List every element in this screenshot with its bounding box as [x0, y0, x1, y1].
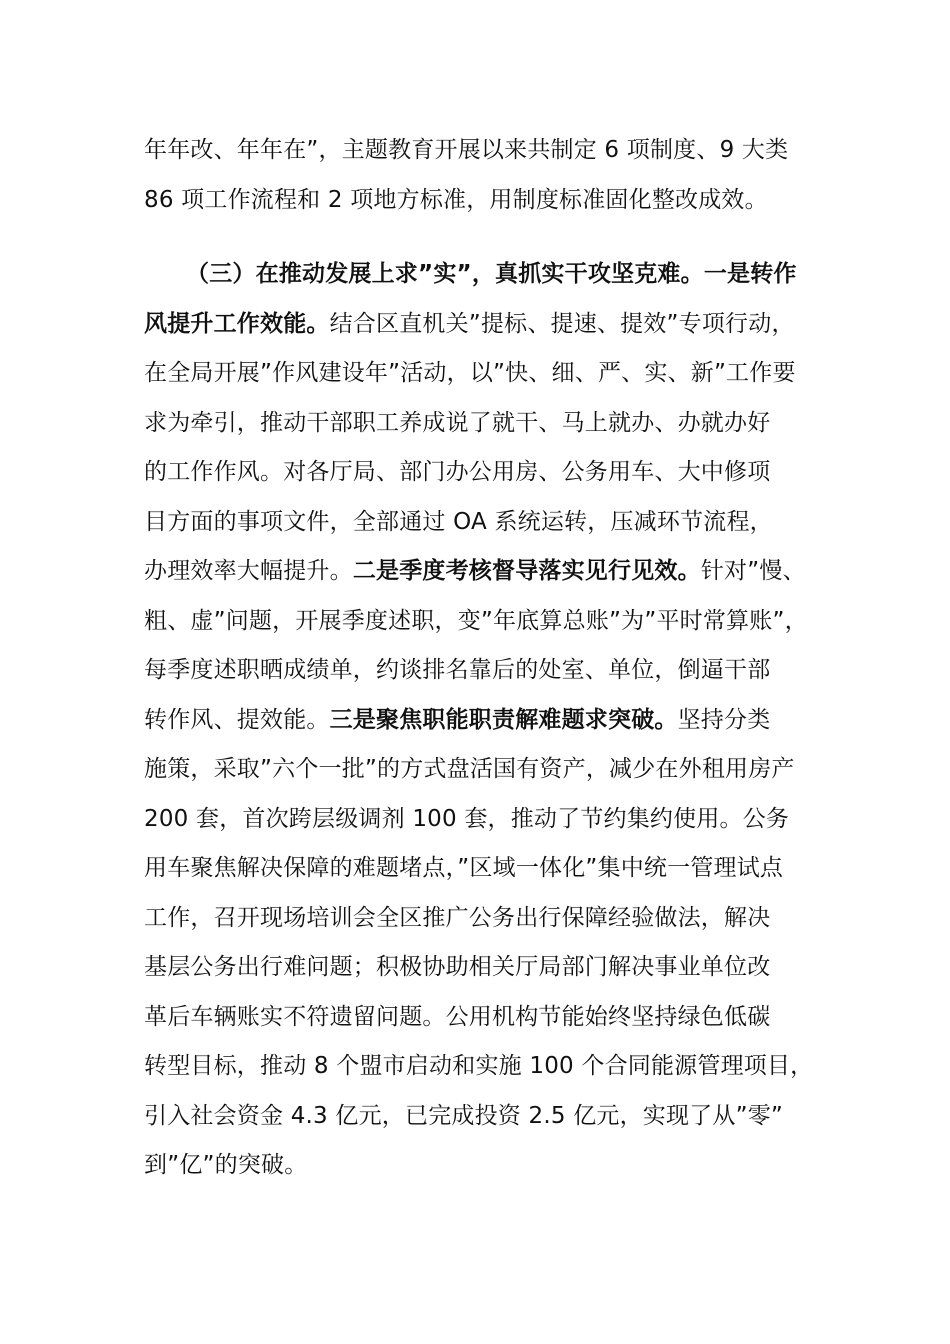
text-line	[144, 653, 770, 687]
text-line	[144, 554, 806, 588]
section-heading-line	[186, 257, 797, 291]
text-line	[144, 950, 770, 984]
text-span: 粗、虚”问题，开展季度述职，变”年底算总账”为”平时常算账”，	[144, 608, 808, 634]
text-line	[144, 901, 770, 935]
text-span: 革后车辆账实不符遗留问题。公用机构节能始终坚持绿色低碳	[144, 1004, 771, 1030]
text-line	[144, 1148, 307, 1182]
text-span: 施策，采取”六个一批”的方式盘活国有资产，减少在外租用房产	[144, 756, 795, 782]
text-span: 200 套，首次跨层级调剂 100 套，推动了节约集约使用。公务	[144, 806, 790, 832]
bold-lead: 风提升工作效能。	[144, 311, 330, 337]
text-span: 基层公务出行难问题；积极协助相关厅局部门解决事业单位改	[144, 954, 771, 980]
text-span: 用车聚焦解决保障的难题堵点，”区域一体化”集中统一管理试点	[144, 855, 784, 881]
text-span: 到”亿”的突破。	[144, 1152, 308, 1178]
text-span: 目方面的事项文件，全部通过 OA 系统运转，压减环节流程，	[144, 509, 773, 535]
text-span: 在全局开展”作风建设年”活动，以”快、细、严、实、新”工作要	[144, 360, 796, 386]
text-line	[144, 1000, 770, 1034]
text-line	[144, 505, 773, 539]
bold-lead: 二是季度考核督导落实见行见效。	[352, 558, 701, 584]
text-line	[144, 455, 770, 489]
text-line	[144, 703, 770, 737]
text-span: 结合区直机关”提标、提速、提效”专项行动，	[329, 311, 795, 337]
text-line	[144, 851, 783, 885]
text-line	[144, 752, 795, 786]
text-span: 坚持分类	[677, 707, 771, 733]
text-span: 求为牵引，推动干部职工养成说了就干、马上就办、办就办好	[144, 410, 771, 436]
text-span: 每季度述职晒成绩单，约谈排名靠后的处室、单位，倒逼干部	[144, 657, 771, 683]
text-line	[144, 802, 789, 836]
text-line	[144, 1099, 783, 1133]
section-heading: （三）在推动发展上求”实”，真抓实干攻坚克难。一是转作	[186, 261, 797, 287]
text-span: 办理效率大幅提升。	[144, 558, 353, 584]
bold-lead: 三是聚焦职能职责解难题求突破。	[329, 707, 678, 733]
text-line	[144, 183, 768, 217]
text-line	[144, 406, 770, 440]
text-line	[144, 604, 808, 638]
text-span: 引入社会资金 4.3 亿元，已完成投资 2.5 亿元，实现了从”零”	[144, 1103, 784, 1129]
text-line	[144, 356, 796, 390]
text-span: 的工作作风。对各厅局、部门办公用房、公务用车、大中修项	[144, 459, 771, 485]
text-span: 86 项工作流程和 2 项地方标准，用制度标准固化整改成效。	[144, 187, 768, 213]
text-span: 工作，召开现场培训会全区推广公务出行保障经验做法，解决	[144, 905, 771, 931]
text-span: 针对”慢、	[700, 558, 806, 584]
text-line	[144, 1049, 813, 1083]
text-span: 转型目标，推动 8 个盟市启动和实施 100 个合同能源管理项目，	[144, 1053, 814, 1079]
text-span: 年年改、年年在”，主题教育开展以来共制定 6 项制度、9 大类	[144, 137, 789, 163]
text-line	[144, 307, 795, 341]
text-span: 转作风、提效能。	[144, 707, 330, 733]
text-line	[144, 133, 788, 167]
